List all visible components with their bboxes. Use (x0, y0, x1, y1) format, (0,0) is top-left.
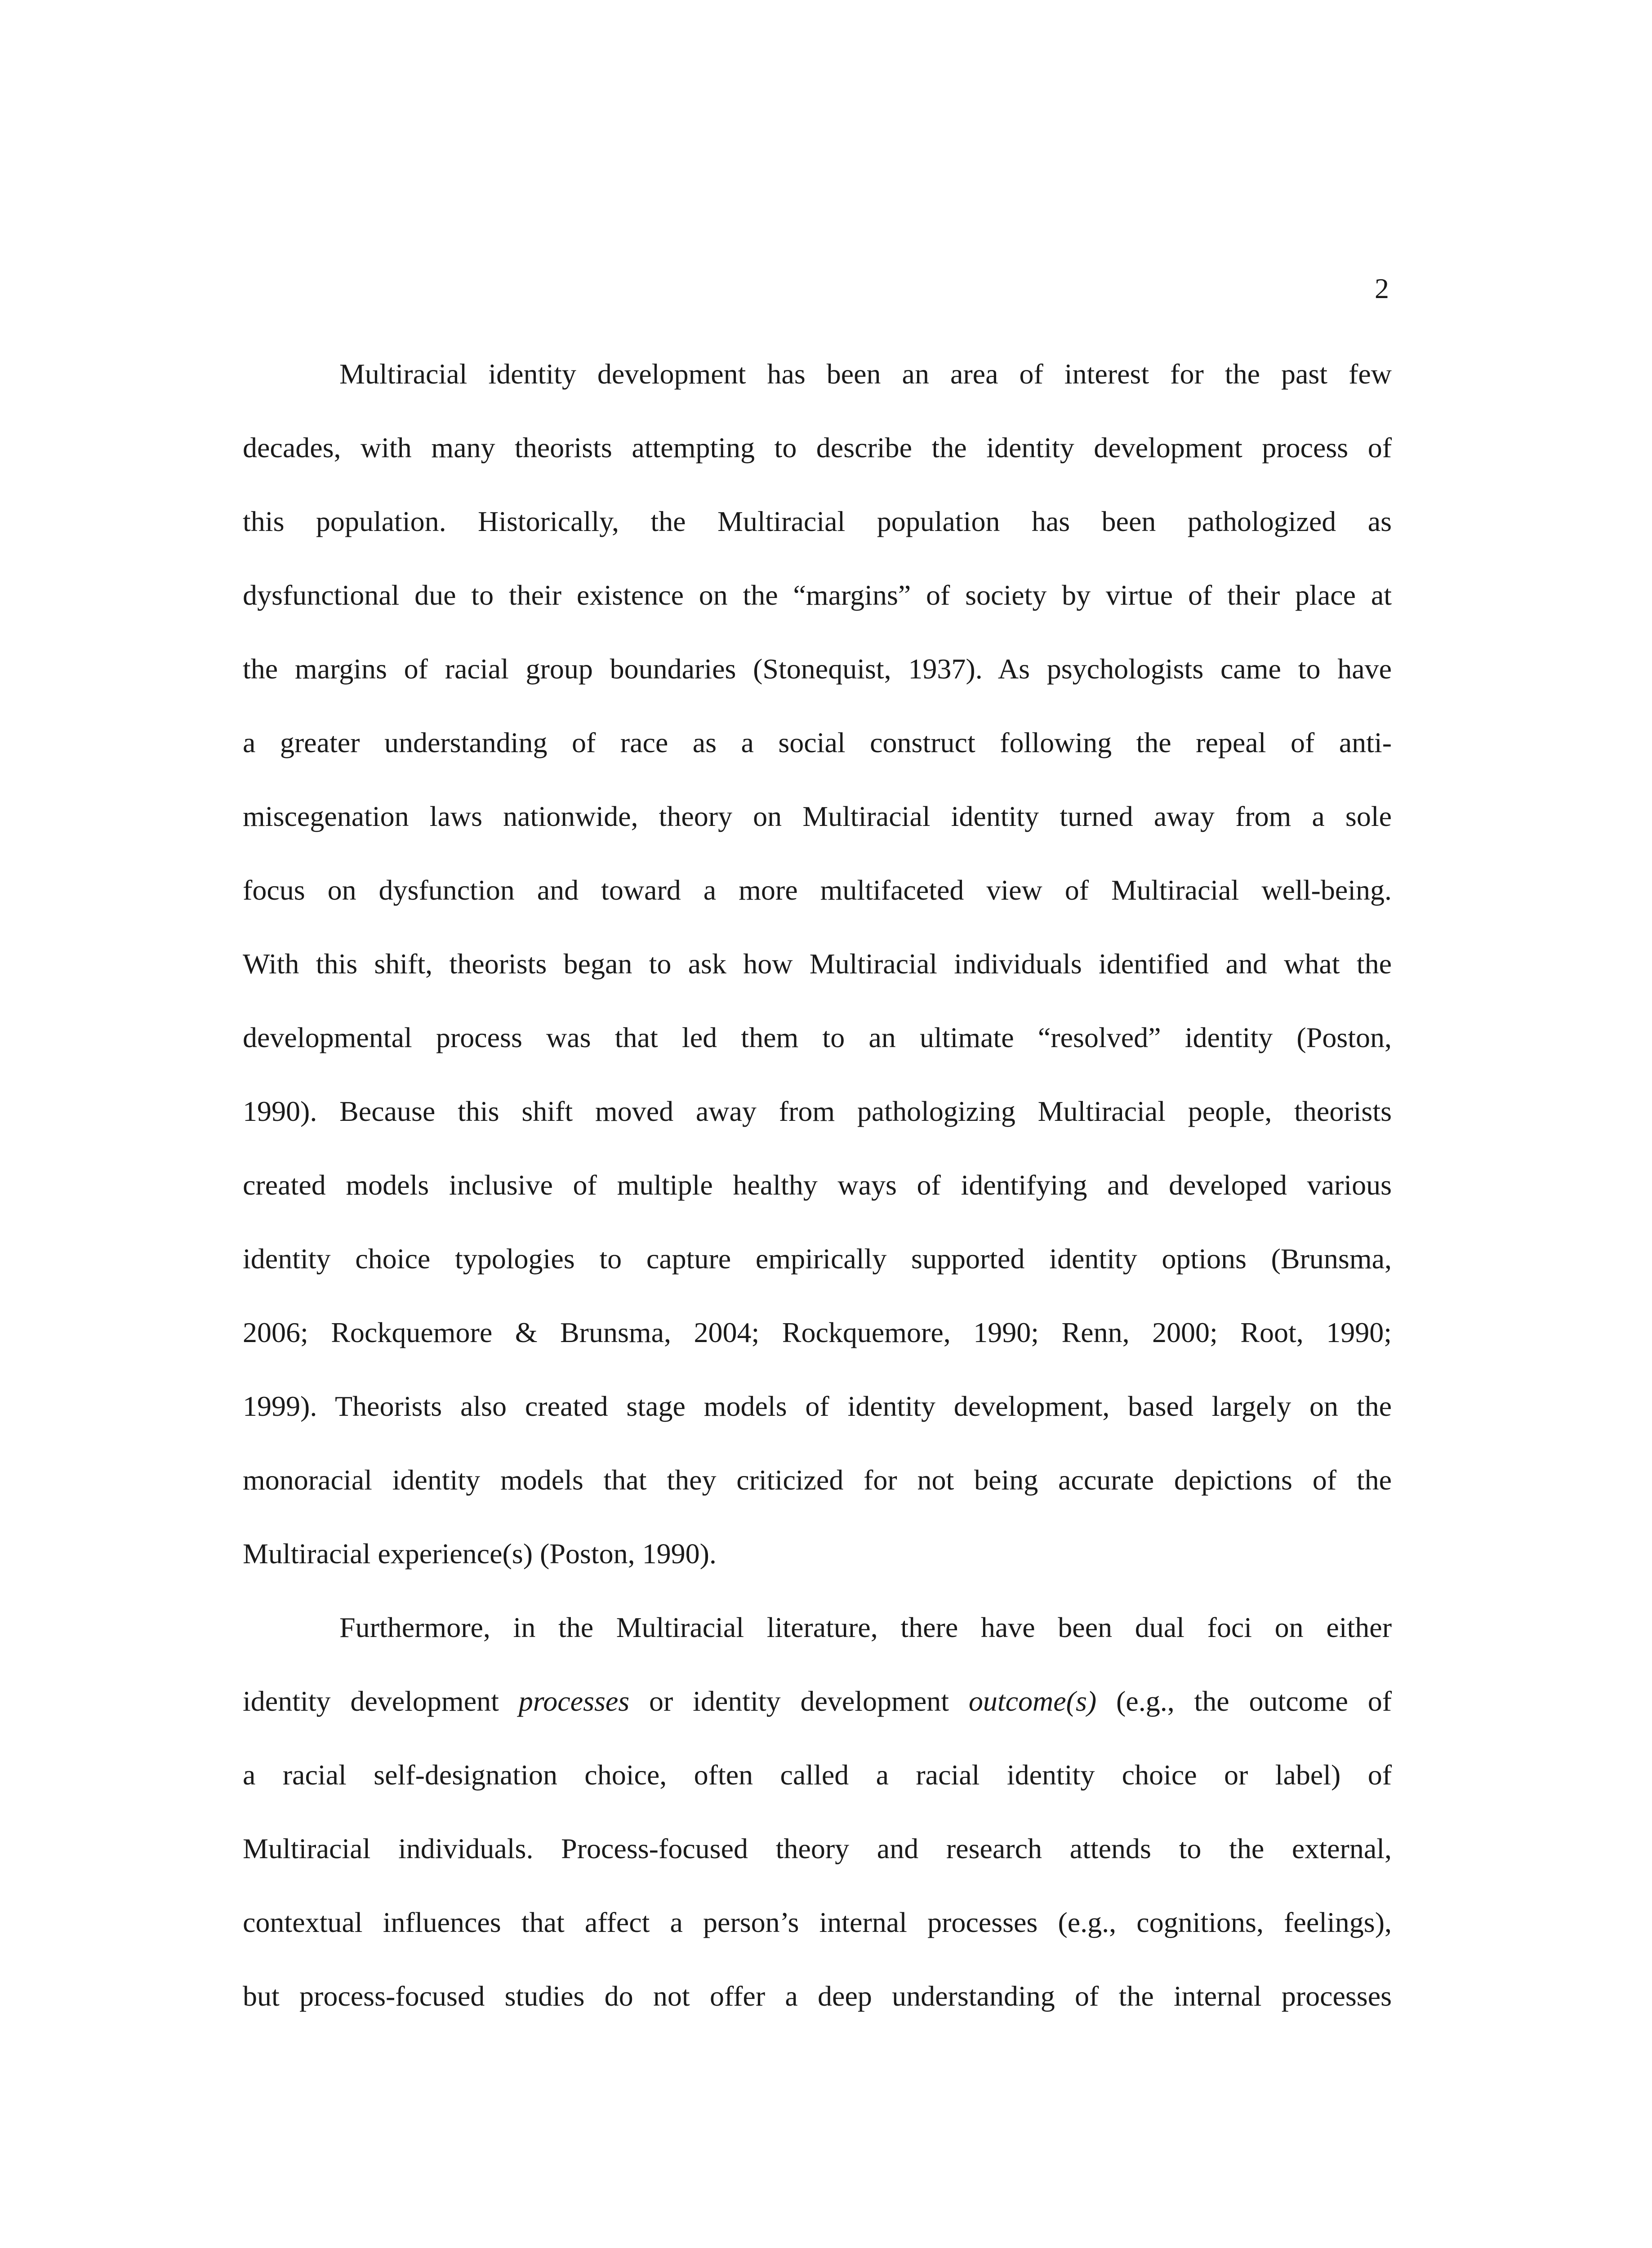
text-line: dysfunctional due to their existence on the “margins” of society by virtue of their place at (243, 579, 1392, 611)
paragraph-1 (243, 360, 1392, 1613)
text-line: this population. Historically, the Multiracial population has been pathologized as (243, 505, 1392, 537)
text-line: With this shift, theorists began to ask how Multiracial individuals identified and what the (243, 948, 1392, 980)
text-line: Furthermore, in the Multiracial literature, there have been dual foci on either (339, 1611, 1392, 1643)
text-line: identity choice typologies to capture empirically supported identity options (Brunsma, (243, 1243, 1392, 1275)
paragraph-2 (243, 1613, 1392, 2056)
text-line: 2006; Rockquemore & Brunsma, 2004; Rockquemore, 1990; Renn, 2000; Root, 1990; (243, 1316, 1392, 1348)
italic-term-processes: processes (518, 1685, 630, 1717)
text-line: a racial self-designation choice, often called a racial identity choice or label) of (243, 1759, 1392, 1791)
text-line: Multiracial individuals. Process-focused theory and research attends to the external, (243, 1833, 1392, 1864)
text-line: a greater understanding of race as a social construct following the repeal of anti- (243, 727, 1392, 758)
text-line-with-italics (243, 1687, 1392, 1761)
text-segment: (e.g., the outcome of (1096, 1685, 1392, 1717)
text-line: focus on dysfunction and toward a more multifaceted view of Multiracial well-being. (243, 874, 1392, 906)
text-segment: or identity development (629, 1685, 969, 1717)
text-line: decades, with many theorists attempting to describe the identity development process of (243, 432, 1392, 464)
body-text (243, 360, 1392, 2056)
text-line: but process-focused studies do not offer a deep understanding of the internal processes (243, 1980, 1392, 2012)
italic-term-outcomes: outcome(s) (968, 1685, 1097, 1717)
text-line: miscegenation laws nationwide, theory on Multiracial identity turned away from a sole (243, 800, 1392, 832)
text-line: Multiracial experience(s) (Poston, 1990). (243, 1538, 717, 1570)
text-line: contextual influences that affect a person’s internal processes (e.g., cognitions, feelings), (243, 1906, 1392, 1938)
text-line: created models inclusive of multiple healthy ways of identifying and developed various (243, 1169, 1392, 1201)
text-line: developmental process was that led them to an ultimate “resolved” identity (Poston, (243, 1021, 1392, 1053)
text-line: the margins of racial group boundaries (Stonequist, 1937). As psychologists came to have (243, 653, 1392, 685)
text-line: 1990). Because this shift moved away from pathologizing Multiracial people, theorists (243, 1095, 1392, 1127)
text-segment: identity development (243, 1685, 519, 1717)
page-number: 2 (1375, 272, 1389, 304)
text-line: monoracial identity models that they criticized for not being accurate depictions of the (243, 1464, 1392, 1496)
text-line: Multiracial identity development has been an area of interest for the past few (339, 358, 1392, 390)
text-line: 1999). Theorists also created stage models of identity development, based largely on the (243, 1390, 1392, 1422)
